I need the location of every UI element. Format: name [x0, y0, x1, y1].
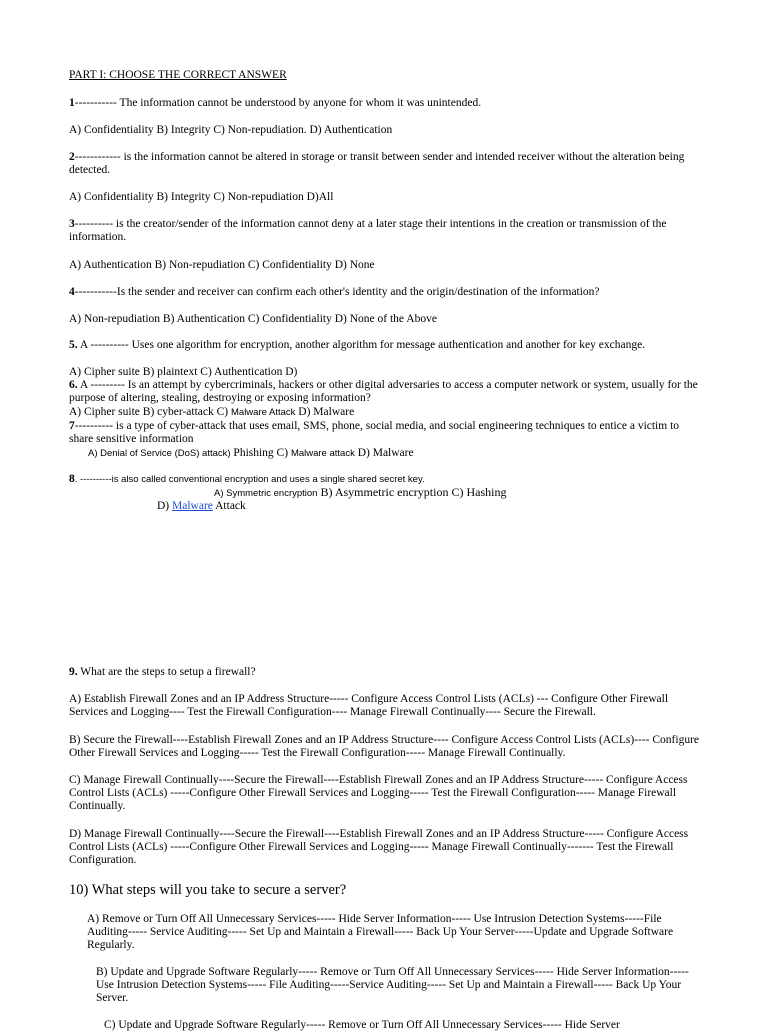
question-10-option-b: B) Update and Upgrade Software Regularly----- Remove or Turn Off All Unnecessary Services----- Hide Server Information----- Use Intrusion Detection Systems----- File Auditing-----Service Auditing----- Set Up and Maintain a Firewall----- Back Up Your Server. [96, 966, 689, 1004]
question-text: . ----------is also called conventional encryption and uses a single shared secret key. [74, 474, 425, 485]
question-number: 7 [69, 420, 75, 432]
page-heading: PART I: CHOOSE THE CORRECT ANSWER [69, 69, 287, 81]
question-7-options: A) Denial of Service (DoS) attack) Phishing C) Malware attack D) Malware [88, 447, 414, 459]
question-5-options: A) Cipher suite B) plaintext C) Authentication D) [69, 366, 298, 378]
question-number: 6. [69, 379, 78, 391]
question-number: 3 [69, 218, 75, 230]
question-9-option-a: A) Establish Firewall Zones and an IP Address Structure----- Configure Access Control Lists (ACLs) --- Configure Other Firewall Services and Logging---- Test the Firewall Configuration---- Manage Firewall Continually---- Secure the Firewall. [69, 693, 669, 718]
question-1-options: A) Confidentiality B) Integrity C) Non-repudiation. D) Authentication [69, 124, 393, 136]
question-10: 10) What steps will you take to secure a server? [69, 882, 347, 898]
question-text: ---------- is the creator/sender of the information cannot deny at a later stage their intentions in the creation or transmission of the information. [69, 218, 667, 243]
question-9-option-b: B) Secure the Firewall----Establish Firewall Zones and an IP Address Structure---- Configure Access Control Lists (ACLs)---- Configure Other Firewall Services and Logging----- Test the Firewall Configuration----- Manage Firewall Continually. [69, 734, 700, 759]
question-number: 1 [69, 97, 75, 109]
question-6 [69, 379, 703, 405]
question-number: 5. [69, 339, 78, 351]
question-4-options: A) Non-repudiation B) Authentication C) Confidentiality D) None of the Above [69, 313, 437, 325]
question-6-options: A) Cipher suite B) cyber-attack C) Malware Attack D) Malware [69, 406, 355, 418]
question-2-options: A) Confidentiality B) Integrity C) Non-repudiation D)All [69, 191, 334, 203]
question-8-options-line2: D) Malware Attack [157, 500, 246, 512]
question-9 [69, 666, 256, 679]
question-1 [69, 97, 481, 110]
question-7 [69, 420, 703, 446]
question-number: 4 [69, 286, 75, 298]
question-text: What are the steps to setup a firewall? [77, 666, 256, 678]
question-8-options-line1: A) Symmetric encryption B) Asymmetric encryption C) Hashing [214, 485, 507, 499]
question-number: 9. [69, 666, 78, 678]
question-text: ----------- The information cannot be understood by anyone for whom it was unintended. [74, 97, 482, 109]
question-4 [69, 286, 600, 299]
question-text: -----------Is the sender and receiver can confirm each other's identity and the origin/destination of the information? [74, 286, 600, 298]
question-10-option-a: A) Remove or Turn Off All Unnecessary Services----- Hide Server Information----- Use Intrusion Detection Systems-----File Auditing----- Service Auditing----- Set Up and Maintain a Firewall----- Back Up Your Server-----Update and Upgrade Software Regularly. [87, 913, 674, 951]
question-text: ---------- is a type of cyber-attack that uses email, SMS, phone, social media, and social engineering techniques to entice a victim to share sensitive information [69, 420, 680, 445]
question-number: 8 [69, 473, 75, 485]
question-text: A ---------- Uses one algorithm for encryption, another algorithm for message authentication and another for key exchange. [77, 339, 646, 351]
question-text: ------------ is the information cannot be altered in storage or transit between sender and intended receiver without the alteration being detected. [69, 151, 685, 176]
question-9-option-d: D) Manage Firewall Continually----Secure the Firewall----Establish Firewall Zones and an IP Address Structure----- Configure Access Control Lists (ACLs) -----Configure Other Firewall Services and Logging----- Manage Firewall Continually------- Test the Firewall Configuration. [69, 828, 689, 866]
question-9-option-c: C) Manage Firewall Continually----Secure the Firewall----Establish Firewall Zones and an IP Address Structure----- Configure Access Control Lists (ACLs) -----Configure Other Firewall Services and Logging----- Test the Firewall Configuration----- Manage Firewall Continually. [69, 774, 688, 812]
question-5 [69, 339, 645, 352]
question-text: A --------- Is an attempt by cybercriminals, hackers or other digital adversaries to access a computer network or system, usually for the purpose of altering, stealing, destroying or exposing information? [69, 379, 698, 404]
question-2 [69, 151, 703, 177]
question-10-option-c: C) Update and Upgrade Software Regularly----- Remove or Turn Off All Unnecessary Services----- Hide Server [104, 1019, 620, 1031]
question-number: 2 [69, 151, 75, 163]
malware-link[interactable]: Malware [172, 500, 213, 512]
question-3 [69, 218, 703, 244]
question-3-options: A) Authentication B) Non-repudiation C) Confidentiality D) None [69, 259, 375, 271]
